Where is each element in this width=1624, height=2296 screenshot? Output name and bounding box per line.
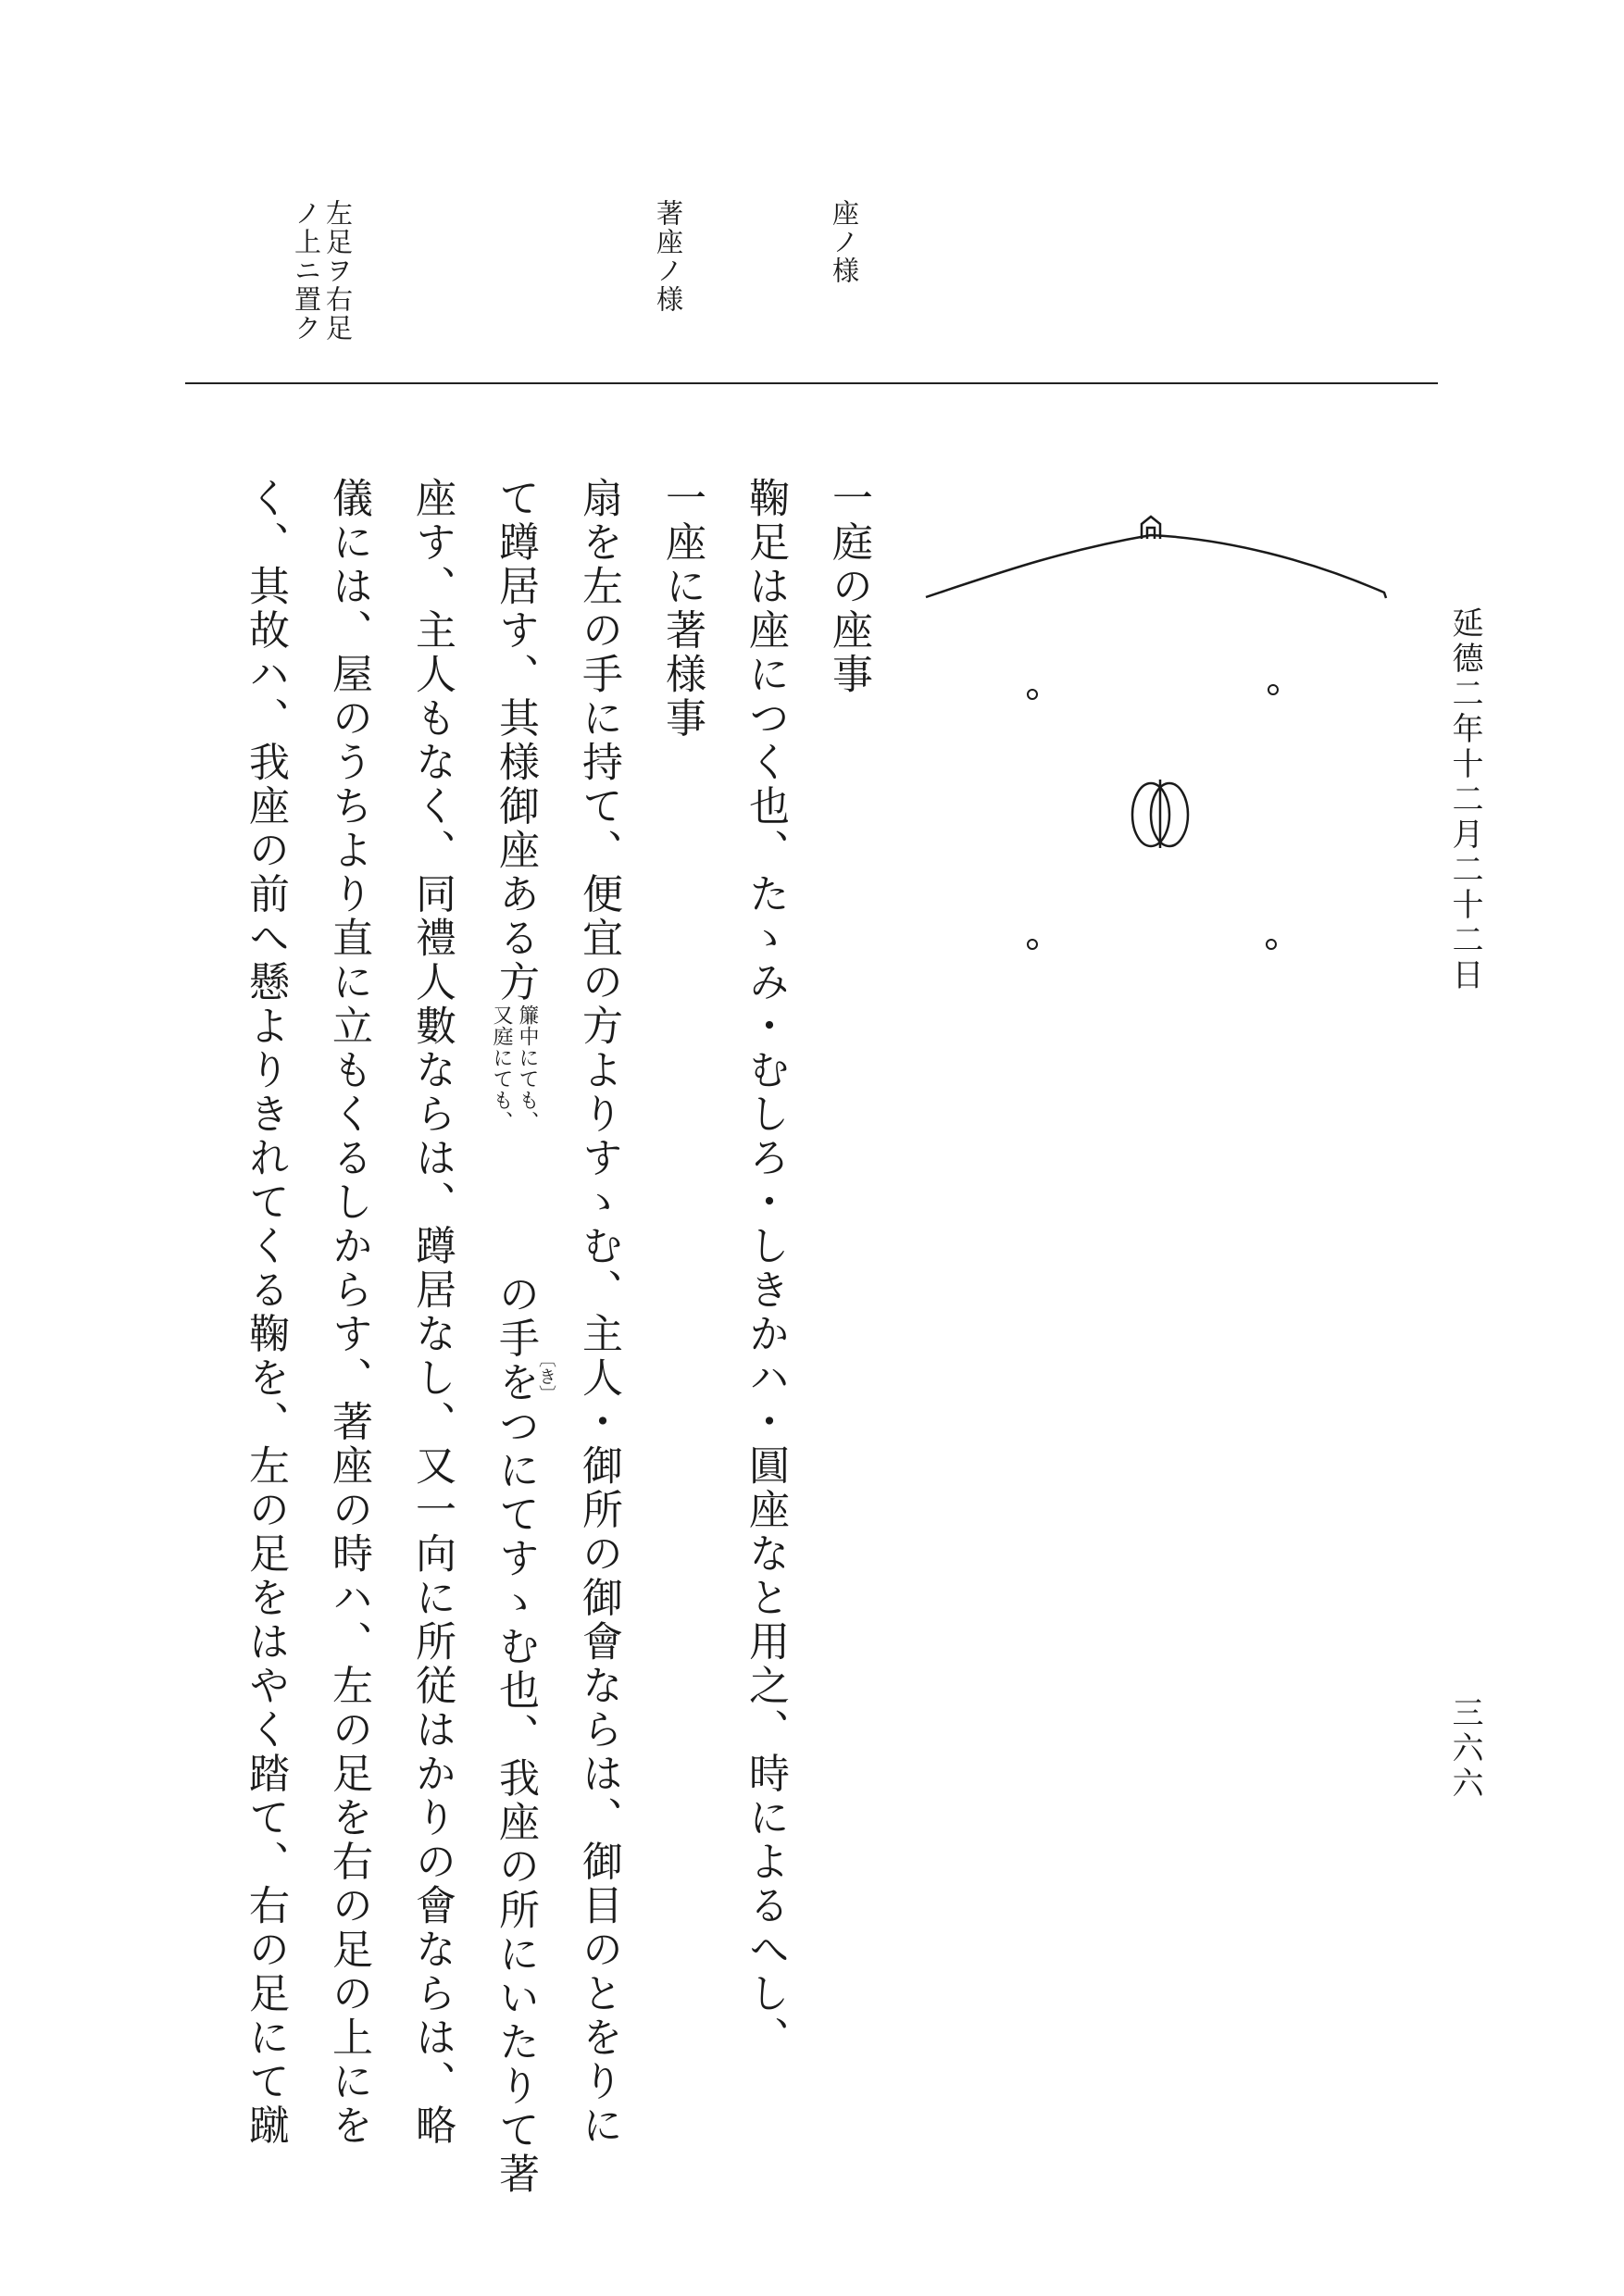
roof-line (926, 535, 1386, 598)
textual-annotation: 〔き〕 (536, 1350, 556, 1403)
head-note-hidariashi-2: ノ上ニ置ク (291, 199, 322, 343)
post-marker-top-left (1028, 690, 1037, 699)
body-col-5-part-b: の手をつにてすゝむ也、我座の所にいたりて著 (492, 1273, 539, 2197)
running-head: 延德二年十二月二十二日 (1446, 606, 1483, 993)
body-col-1: 一庭の座事 (825, 477, 872, 697)
warichu-line-1: 簾中にても、 (516, 1004, 539, 1132)
body-col-8: く、其故ハ、我座の前へ懸よりきれてくる鞠を、左の足をはやく踏て、右の足にて蹴 (242, 477, 289, 2148)
post-marker-top-right (1268, 685, 1278, 694)
post-marker-bottom-right (1267, 940, 1276, 949)
head-note-hidariashi-1: 左足ヲ右足 (322, 199, 354, 343)
body-col-5-part-a: て蹲居す、其様御座ある方 (492, 477, 539, 1004)
warichu-note (487, 1004, 543, 1273)
body-col-7: 儀には、屋のうちより直に立もくるしからす、著座の時ハ、左の足を右の足の上にを (325, 477, 372, 2148)
tree-icon (1132, 780, 1188, 848)
head-note-za-no-yo: 座ノ様 (829, 199, 860, 285)
warichu-line-2: 又庭にても、 (490, 1004, 513, 1132)
head-note-chakuza-no-yo: 著座ノ様 (653, 199, 684, 314)
page-number: 三六六 (1446, 1696, 1483, 1802)
head-rule (185, 382, 1438, 384)
post-marker-bottom-left (1028, 940, 1037, 949)
seating-diagram (921, 509, 1412, 972)
body-col-6: 座す、主人もなく、同禮人數ならは、蹲居なし、又一向に所従はかりの會ならは、略 (408, 477, 456, 2148)
body-col-2: 鞠足は座につく也、たゝみ・むしろ・しきかハ・圓座なと用之、時によるへし、 (742, 477, 789, 2060)
body-col-4: 扇を左の手に持て、便宜の方よりすゝむ、主人・御所の御會ならは、御目のとをりに (575, 477, 622, 2148)
body-col-5 (487, 477, 543, 2197)
body-col-3: 一座に著様事 (658, 477, 706, 741)
